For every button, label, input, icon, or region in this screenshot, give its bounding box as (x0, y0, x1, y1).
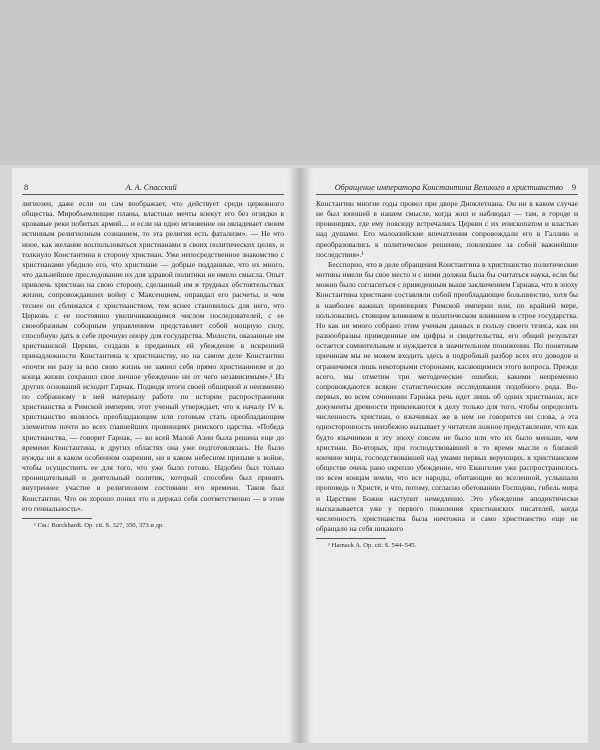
right-body-text (316, 199, 578, 534)
left-page (12, 168, 294, 743)
left-running-title: А. А. Спасский (125, 183, 177, 192)
right-running-head (316, 172, 578, 195)
book-gutter (294, 168, 306, 743)
left-body-text (22, 199, 284, 514)
right-footnote: ¹ Harnack A. Op. cit. S. 544–545. (328, 542, 417, 550)
left-footnote: ¹ См.: Burckhardt. Op. cit. S. 327, 350, 373 и др. (34, 521, 164, 529)
right-running-title: Обращение императора Константина Великого в христианство (334, 183, 563, 192)
right-page-number: 9 (571, 182, 576, 192)
right-footnote-rule (316, 538, 386, 539)
right-page (306, 168, 588, 743)
right-paragraph: Бесспорно, что в деле обращения Константина в христианство политические мотивы имели бы свое место и с ними должна была бы считаться наука, если бы можно было согласиться с приведенным выше заключением Гарнака, что в эпоху Константина христиане составляли собой преобладающее большинство, хотя бы в наиболее важных провинциях Римской империи или, по крайней мере, пользовались стоящим влиянием в политическом влиянием в строе государства. Но как ни много собрано этим ученым данных в пользу своего тезиса, как ни разнообразны приведенные им цифры и свидетельства, его общий результат остается сомнительным и нуждается в значительном понижении. По понятным причинам мы не можем входить здесь в подробный разбор всех его доводов и ограничимся лишь некоторыми сторонами, касающимися этого вопроса. Прежде всего, мы отметим три методические ошибки, какими непременно сопровождаются всякие статистические исследования подобного рода. Во-первых, во всем сочинении Гарнака речь идет лишь об одних христианах, все документы древности привлекаются к делу только для того, чтобы определить численность христиан, о язычниках же в нем не говорится ни слова, а эта односторонность неизбежно вызывает у читателя ложное представление, что как будто язычников в эту эпоху совсем не было или что их было меньше, чем христиан. Во-вторых, при господствовавшей в то время мысли о близкой кончине мира, господствовавшей над умами первых верующих, в христианском обществе очень рано окрепло убеждение, что Евангелие уже распространилось по всем концам земли, что все народы, обитающие во вселенной, услышали проповедь о Христе, и что, потому, согласно обетованию Господню, гибель мира и Царствие Божие наступит немедленно. Это убеждение аподиктически высказывается уже у первого поколения христианских писателей, когда численность христианства была ничтожна и само христианство еще не обращало на себя никакого (316, 259, 578, 533)
left-page-number: 8 (24, 182, 29, 192)
left-running-head (22, 172, 284, 195)
right-paragraph: Константин многие годы провел при дворе Диоклетиана. Он ни в каком случае не был юношей в нашем смысле, когда жил и наблюдал — там, в городе и провинциях, где ему повсюду встречались Церкви с их епископатом и властью над душами. Его малоазийские впечатления сопровождали его в Галлию и преобразовались в политическое решение, повлекшее за собой важнейшие последствия».¹ (316, 199, 578, 259)
left-paragraph: лигиозен, даже если он сам воображает, что действует среди церковного общества. Миробъемлющие планы, властные мечты влекут его без оглядки в кровавые реки пoбитых армий… и если на одно мгновение он овладевает своим истинным религиозным сознанием, то эта религия есть фатализм». — Не что иное, как желание воспользоваться христианами в своих политических целях, и толкнуло Константина в сторону христиан. Уже непосредственное знакомство с христианами убедило его, что христиане — добрые подданные, что их много, что дальнейшее преследование их для здравой политики не имело смысла. Опыт привлечь христиан на свою сторону, сделанный им в трудных обстоятельствах жизни, сопровождавших войну с Максенцием, оправдал его расчеты, и чем теснее он сближался с христианством, тем яснее становилось для него, что Церковь с ее постоянно увеличивающимся числом последователей, с ее своеобразным соборным управлением представляет собой мощную силу, способную дать в себе прочную опору для государства. Милости, оказанные им христианской Церкви, создали в преданных ей убеждение в искренней принадлежности Константина к христианству, но на самом деле Константин «почти ни разу за всю свою жизнь не заявил себя прямо христианином и до конца жизни сохранил свое личное убеждение ни от чего независимым».¹ Из других оснований исходит Гарнак. Подводя итоги своей обширной и неизменно по собранному в ней материалу работе по истории распространения христианства в Римской империи, этот ученый утверждает, что к началу IV в. христианство являлось преобладающим или готовым стать преобладающим элементом почти во всех главнейших провинциях римского царства. «Победа христианства, — говорит Гарнак, — во всей Малой Азии была решена еще до времени Константина, в других областях она уже подготовлялась. Не было нужды ни в каком особенном озарении, ни в каком небесном призыве к войне, чтобы осуществить ее для того, что уже было готово. Надобен был только проницательный и деятельный политик, который способен был принять внутреннее участие в религиозном состоянии его времени. Таков был Константин. Что он хорошо понял это и держал себя соответственно — в этом его гениальность». (22, 199, 284, 513)
left-footnote-rule (22, 518, 92, 519)
